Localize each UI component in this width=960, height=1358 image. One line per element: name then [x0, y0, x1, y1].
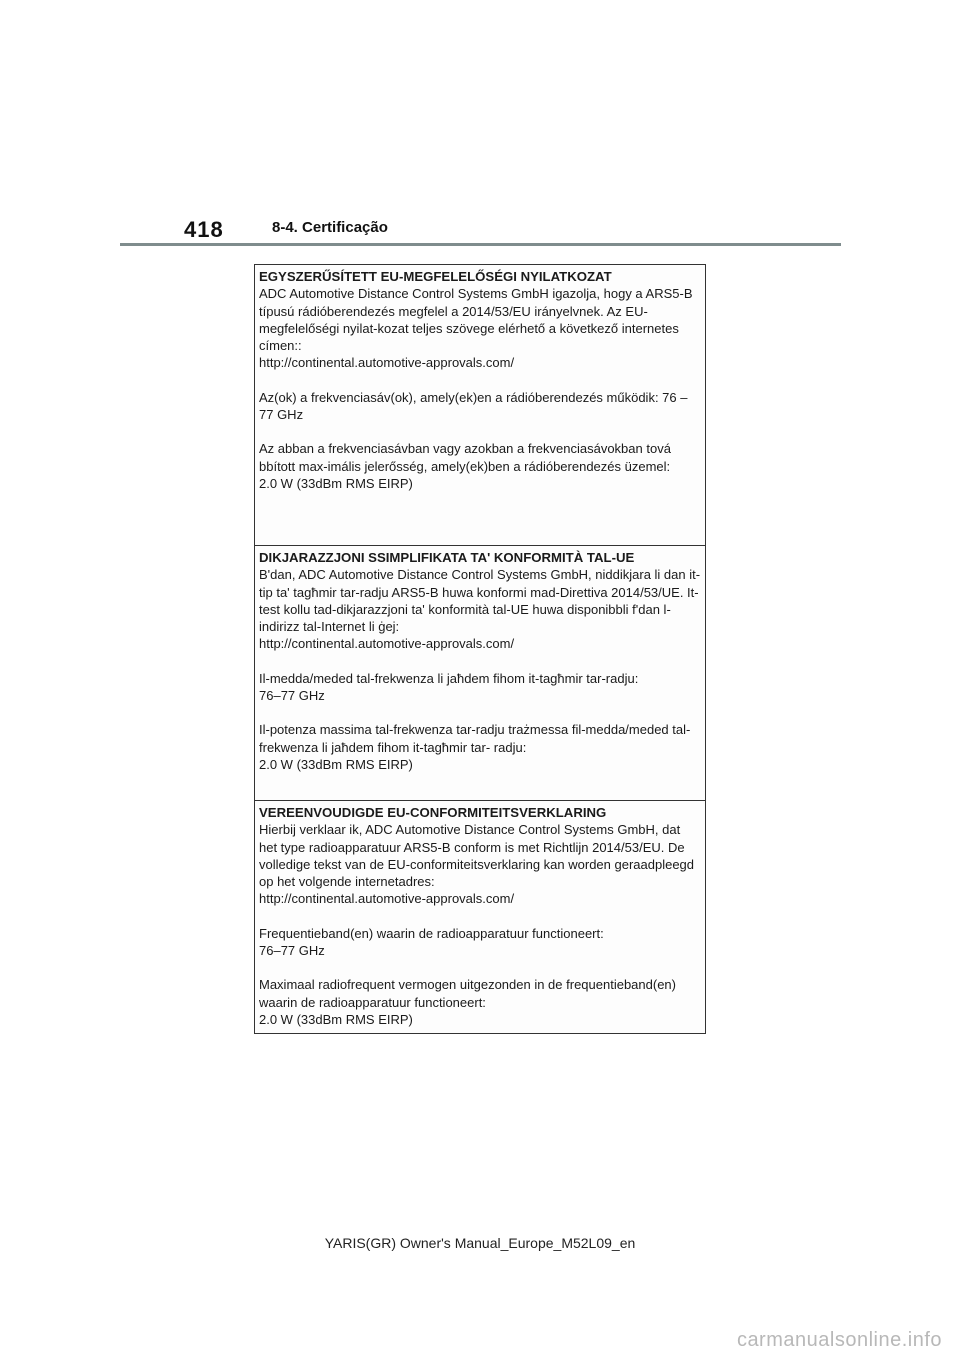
declaration-intro: Hierbij verklaar ik, ADC Automotive Distance Control Systems GmbH, dat het type radioapparatuur ARS5-B conform is met Richtlijn 2014/53/EU. De volledige tekst van de EU-conformiteitsverklaring kan worden geraadpleegd op het volgende internetadres:: [259, 822, 695, 890]
declaration-intro: B'dan, ADC Automotive Distance Control Systems GmbH, niddikjara li dan it-tip ta' tagħmir tar-radju ARS5-B huwa konformi mad-Direttiva 2014/53/UE. It-test kollu tad-dikjarazzjoni ta' konformità tal-UE huwa disponibbli f'dan l-indirizz tal-Internet li ġej:: [259, 567, 701, 635]
declaration-power: Az abban a frekvenciasávban vagy azokban a frekvenciasávokban tová bbított max-imális jelerősség, amely(ek)ben a rádióberendezés üzemel:: [259, 441, 671, 474]
declaration-dutch: [255, 801, 705, 1035]
declaration-frequency-value: 76–77 GHz: [259, 943, 325, 959]
declaration-intro: ADC Automotive Distance Control Systems GmbH igazolja, hogy a ARS5-B típusú rádióberendezés megfelel a 2014/53/EU irányelvnek. Az EU-megfelelőségi nyilat-kozat teljes szövege elérhető a következő internetes címen::: [259, 286, 693, 354]
declaration-power-value: 2.0 W (33dBm RMS EIRP): [259, 475, 413, 491]
manual-footer: YARIS(GR) Owner's Manual_Europe_M52L09_en: [324, 1235, 636, 1251]
watermark: carmanualsonline.info: [736, 1329, 942, 1351]
declaration-power-value: 2.0 W (33dBm RMS EIRP): [259, 1011, 413, 1027]
declaration-frequency-value: 76–77 GHz: [259, 688, 325, 704]
declaration-url: http://continental.automotive-approvals.com/: [259, 355, 515, 371]
declaration-frequency: Az(ok) a frekvenciasáv(ok), amely(ek)en a rádióberendezés működik: 76 –77 GHz: [259, 389, 688, 423]
declaration-title: VEREENVOUDIGDE EU-CONFORMITEITSVERKLARING: [259, 805, 607, 820]
page-header: [0, 0, 960, 250]
page-number: 418: [184, 217, 224, 242]
declaration-hungarian: [255, 265, 705, 546]
declaration-url: http://continental.automotive-approvals.com/: [259, 636, 515, 652]
declaration-scan: [254, 264, 706, 1034]
declaration-power: Maximaal radiofrequent vermogen uitgezonden in de frequentieband(en) waarin de radioapparatuur functioneert:: [259, 977, 676, 1010]
declaration-maltese: [255, 546, 705, 801]
declaration-url: http://continental.automotive-approvals.com/: [259, 891, 515, 907]
declaration-power-value: 2.0 W (33dBm RMS EIRP): [259, 756, 413, 772]
declaration-power: Il-potenza massima tal-frekwenza tar-radju trażmessa fil-medda/meded tal-frekwenza li jaħdem fihom it-tagħmir tar- radju:: [259, 722, 691, 755]
header-divider: [120, 243, 841, 246]
declaration-frequency: Frequentieband(en) waarin de radioapparatuur functioneert:: [259, 925, 604, 941]
section-title: 8-4. Certificação: [272, 219, 388, 236]
declaration-title: EGYSZERŰSÍTETT EU-MEGFELELŐSÉGI NYILATKOZAT: [259, 269, 612, 284]
declaration-title: DIKJARAZZJONI SSIMPLIFIKATA TA' KONFORMITÀ TAL-UE: [259, 550, 635, 565]
declaration-frequency: Il-medda/meded tal-frekwenza li jaħdem fihom it-tagħmir tar-radju:: [259, 670, 639, 686]
